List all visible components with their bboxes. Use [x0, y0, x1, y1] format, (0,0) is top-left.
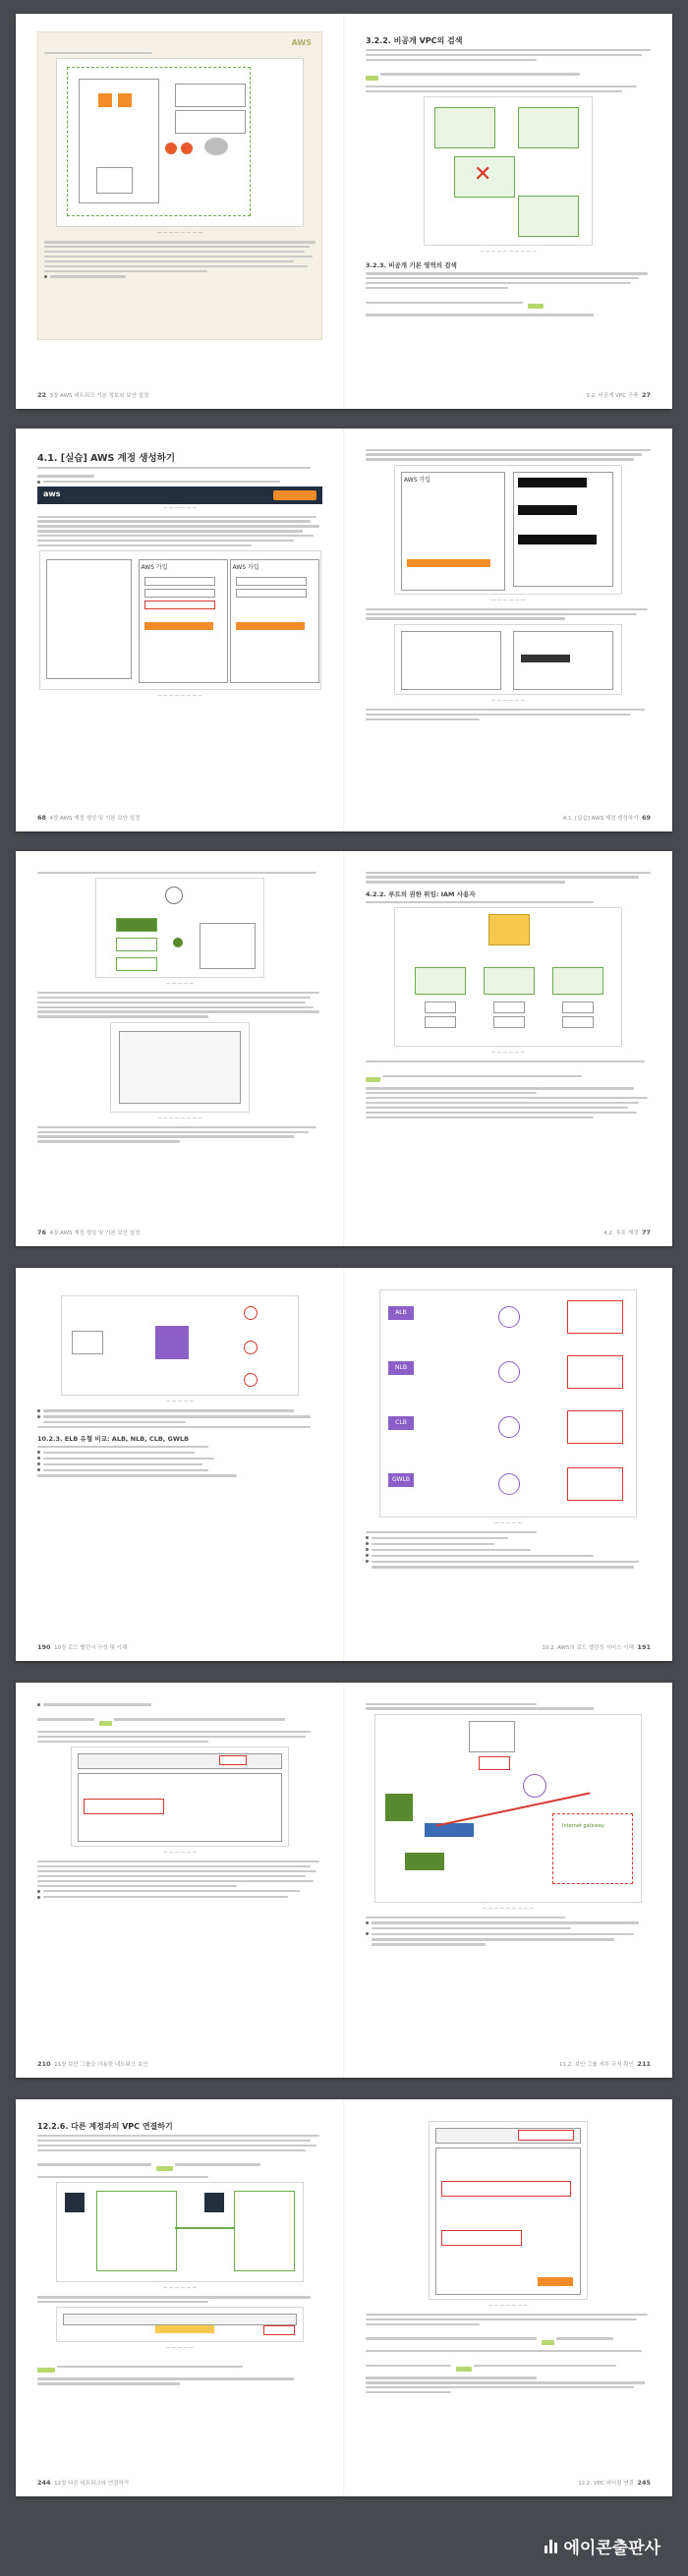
note-box: AWS — — — — — — — — [37, 31, 322, 340]
footer-section: 4.2. 루트 계정 [603, 1231, 639, 1236]
footer-chapter: 4장 AWS 계정 생성 및 기본 보안 설정 [49, 1231, 141, 1236]
page-footer [366, 2479, 651, 2487]
page-footer [37, 814, 322, 822]
page-left: — — — — — 10.2.3. ELB 유형 비교: ALB, NLB, CLB, GWLB 190 10장 로드 밸런서 구성 및 이해 [16, 1268, 344, 1661]
page-footer [366, 391, 651, 399]
close-icon: ✕ [474, 162, 492, 188]
publisher-logo-icon [545, 2540, 557, 2553]
book-spread-3 [16, 851, 672, 1246]
page-right: Internet gateway — — — — — — — — — 11.2. 보안 그룹 세부 규칙 확인 211 [344, 1683, 672, 2078]
publisher-logo [545, 2534, 660, 2558]
page-footer [37, 1229, 322, 1236]
section-heading: 12.2.6. 다른 계정과의 VPC 연결하기 [37, 2122, 173, 2131]
page-left: 4.1. [실습] AWS 계정 생성하기 aws — — — — — — AWS 가입 AWS 가입 — — — — — — — — 68 4장 AWS 계정 생성 및 기본 보안 설정 [16, 429, 344, 831]
page-right: ALB NLB CLB GWLB — — — — — 10.2. AWS의 로드 밸런싱 서비스 이해 191 [344, 1268, 672, 1661]
iam-user-figure [394, 907, 622, 1047]
page-footer [37, 2479, 322, 2487]
footer-chapter: 4장 AWS 계정 생성 및 기본 보안 설정 [49, 816, 141, 822]
signup-form-title: AWS 가입 [404, 476, 431, 484]
page-number: 76 [37, 1229, 47, 1236]
book-spread-5 [16, 1683, 672, 2078]
peering-console-figure [56, 2307, 304, 2342]
footer-section: 3.2. 비공개 VPC 구축 [586, 393, 639, 399]
page-number: 210 [37, 2060, 51, 2068]
vpc-search-figure [424, 96, 593, 246]
book-spread-4 [16, 1268, 672, 1661]
section-subhead: 10.2.3. ELB 유형 비교: ALB, NLB, CLB, GWLB [37, 1435, 190, 1444]
footer-chapter: 12장 다른 네트워크와 연결하기 [54, 2481, 130, 2487]
footer-section: 4.1. [실습] AWS 계정 생성하기 [562, 816, 639, 822]
book-spread-2 [16, 429, 672, 831]
page-number: 69 [641, 814, 651, 822]
aws-payment-figure [394, 624, 622, 695]
aws-logo-mark: AWS [291, 38, 312, 47]
signup-form-title: AWS 가입 [141, 564, 168, 572]
section-heading: 3.2.2. 비공개 VPC의 검색 [366, 36, 463, 45]
page-footer [366, 814, 651, 822]
page-footer [37, 1643, 322, 1651]
page-number: 244 [37, 2479, 51, 2487]
vpc-peering-figure [56, 2182, 304, 2282]
page-number: 245 [637, 2479, 651, 2487]
page-right: — — — — — — — 12.2. VPC 피어링 연결 245 [344, 2099, 672, 2496]
igw-label: Internet gateway [562, 1822, 604, 1829]
iam-policy-figure [110, 1022, 250, 1113]
signup-form-title: AWS 가입 [232, 564, 259, 572]
page-left: — — — — — — — — — — — — — 76 4장 AWS 계정 생성 및 기본 보안 설정 [16, 851, 344, 1246]
footer-section: 10.2. AWS의 로드 밸런싱 서비스 이해 [542, 1645, 634, 1651]
footer-chapter: 11장 보안 그룹을 이용한 네트워크 보안 [54, 2062, 148, 2068]
page-left: 12.2.6. 다른 계정과의 VPC 연결하기 — — — — — — — — — — — 244 12장 다른 네트워크와 연결하기 [16, 2099, 344, 2496]
peering-accept-figure [429, 2121, 588, 2300]
elb-types-figure [379, 1289, 637, 1517]
page-footer [37, 391, 322, 399]
section-subhead: 3.2.3. 비공개 기본 영역의 검색 [366, 261, 457, 270]
page-right: 3.2.2. 비공개 VPC의 검색 ✕ — — — — — — — — — — 3.2.3. 비공개 기본 영역의 검색 3.2. 비공개 VPC 구축 27 [366, 36, 651, 399]
footer-section: 11.2. 보안 그룹 세부 규칙 확인 [559, 2062, 634, 2068]
aws-signup-figure-2 [394, 465, 622, 595]
gwlb-label: GWLB [388, 1473, 414, 1487]
page-number: 190 [37, 1643, 51, 1651]
network-flow-figure [374, 1714, 642, 1903]
page-right: 4.2.2. 루트의 권한 위임: IAM 사용자 — — — — — — 4.2. 루트 계정 77 [344, 851, 672, 1246]
section-subhead: 4.2.2. 루트의 권한 위임: IAM 사용자 [366, 889, 476, 898]
page-footer [366, 2060, 651, 2068]
nlb-label: NLB [388, 1361, 414, 1375]
page-right: AWS 가입 — — — — — — — — — — — — 4.1. [실습] AWS 계정 생성하기 69 [344, 429, 672, 831]
page-footer [366, 1643, 651, 1651]
security-group-console-figure [71, 1746, 289, 1847]
book-spread-6 [16, 2099, 672, 2496]
footer-chapter: 10장 로드 밸런서 구성 및 이해 [54, 1645, 128, 1651]
section-heading: 4.1. [실습] AWS 계정 생성하기 [37, 453, 176, 464]
root-account-figure [95, 878, 264, 978]
page-footer [37, 2060, 322, 2068]
page-left: — — — — — — 210 11장 보안 그룹을 이용한 네트워크 보안 [16, 1683, 344, 2078]
footer-chapter: 3장 AWS 네트워크 기본 정보와 보안 설정 [49, 393, 149, 399]
clb-label: CLB [388, 1416, 414, 1430]
page-number: 22 [37, 391, 47, 399]
aws-logo: aws [43, 488, 61, 498]
page-number: 68 [37, 814, 47, 822]
footer-section: 12.2. VPC 피어링 연결 [578, 2481, 634, 2487]
page-number: 211 [637, 2060, 651, 2068]
book-spread-1 [16, 14, 672, 409]
alb-label: ALB [388, 1306, 414, 1320]
load-balancer-figure [61, 1295, 299, 1396]
vpc-architecture-figure [56, 58, 304, 227]
page-footer [366, 1229, 651, 1236]
page-left [16, 14, 344, 409]
aws-console-header [37, 487, 322, 504]
page-number: 77 [641, 1229, 651, 1236]
page-number: 27 [641, 391, 651, 399]
create-account-button [273, 490, 316, 500]
page-number: 191 [637, 1643, 651, 1651]
aws-signup-figure [39, 550, 321, 690]
publisher-name: 에이콘출판사 [563, 2539, 660, 2558]
